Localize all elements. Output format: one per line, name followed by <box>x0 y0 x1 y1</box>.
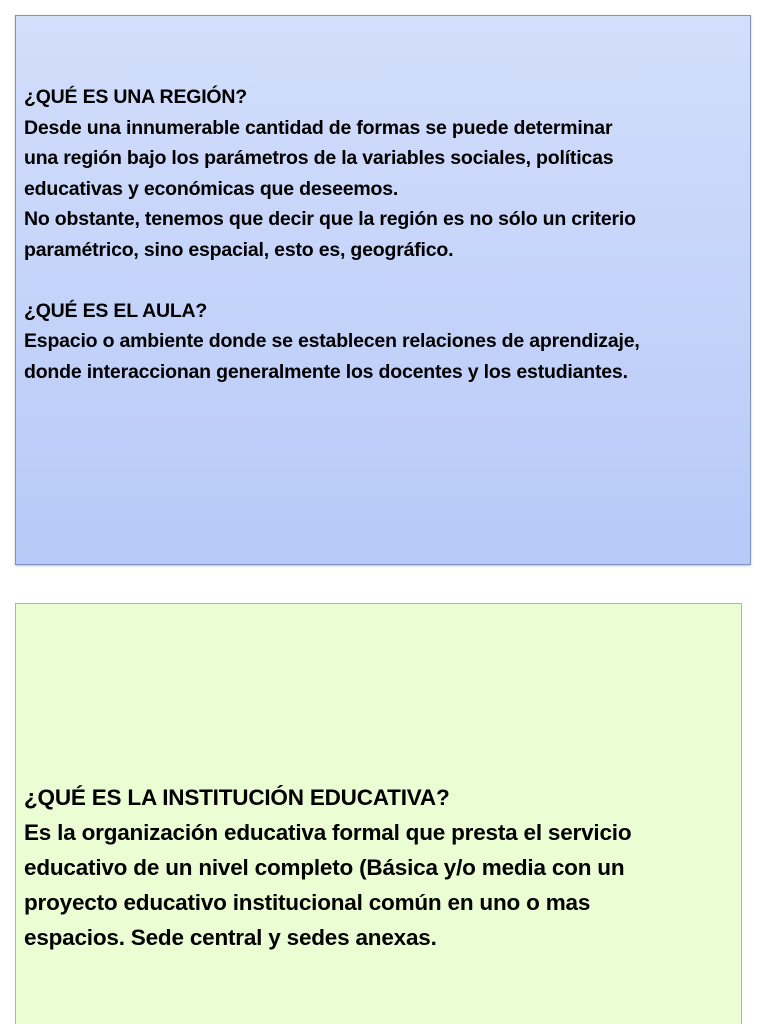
heading-institucion: ¿QUÉ ES LA INSTITUCIÓN EDUCATIVA? <box>24 785 450 810</box>
region-line-3: educativas y económicas que deseemos. <box>24 177 399 200</box>
aula-line-2: donde interaccionan generalmente los docentes y los estudiantes. <box>24 360 628 383</box>
institucion-text-box <box>15 603 742 1024</box>
region-aula-text-box <box>15 15 751 565</box>
region-line-1: Desde una innumerable cantidad de formas se puede determinar <box>24 116 613 139</box>
region-line-2: una región bajo los parámetros de la variables sociales, políticas <box>24 147 614 169</box>
institucion-line-2: educativo de un nivel completo (Básica y/o media con un <box>24 855 625 880</box>
aula-line-1: Espacio o ambiente donde se establecen relaciones de aprendizaje, <box>24 330 640 352</box>
institucion-line-1: Es la organización educativa formal que presta el servicio <box>24 820 632 845</box>
region-line-5: paramétrico, sino espacial, esto es, geográfico. <box>24 238 454 261</box>
heading-region: ¿QUÉ ES UNA REGIÓN? <box>24 86 247 108</box>
institucion-line-3: proyecto educativo institucional común en uno o mas <box>24 890 591 915</box>
institucion-content <box>24 780 738 955</box>
institucion-line-4: espacios. Sede central y sedes anexas. <box>24 925 437 950</box>
heading-aula: ¿QUÉ ES EL AULA? <box>24 299 208 322</box>
region-line-4: No obstante, tenemos que decir que la región es no sólo un criterio <box>24 208 636 230</box>
paragraph-gap <box>24 265 746 296</box>
region-aula-content <box>24 82 746 387</box>
